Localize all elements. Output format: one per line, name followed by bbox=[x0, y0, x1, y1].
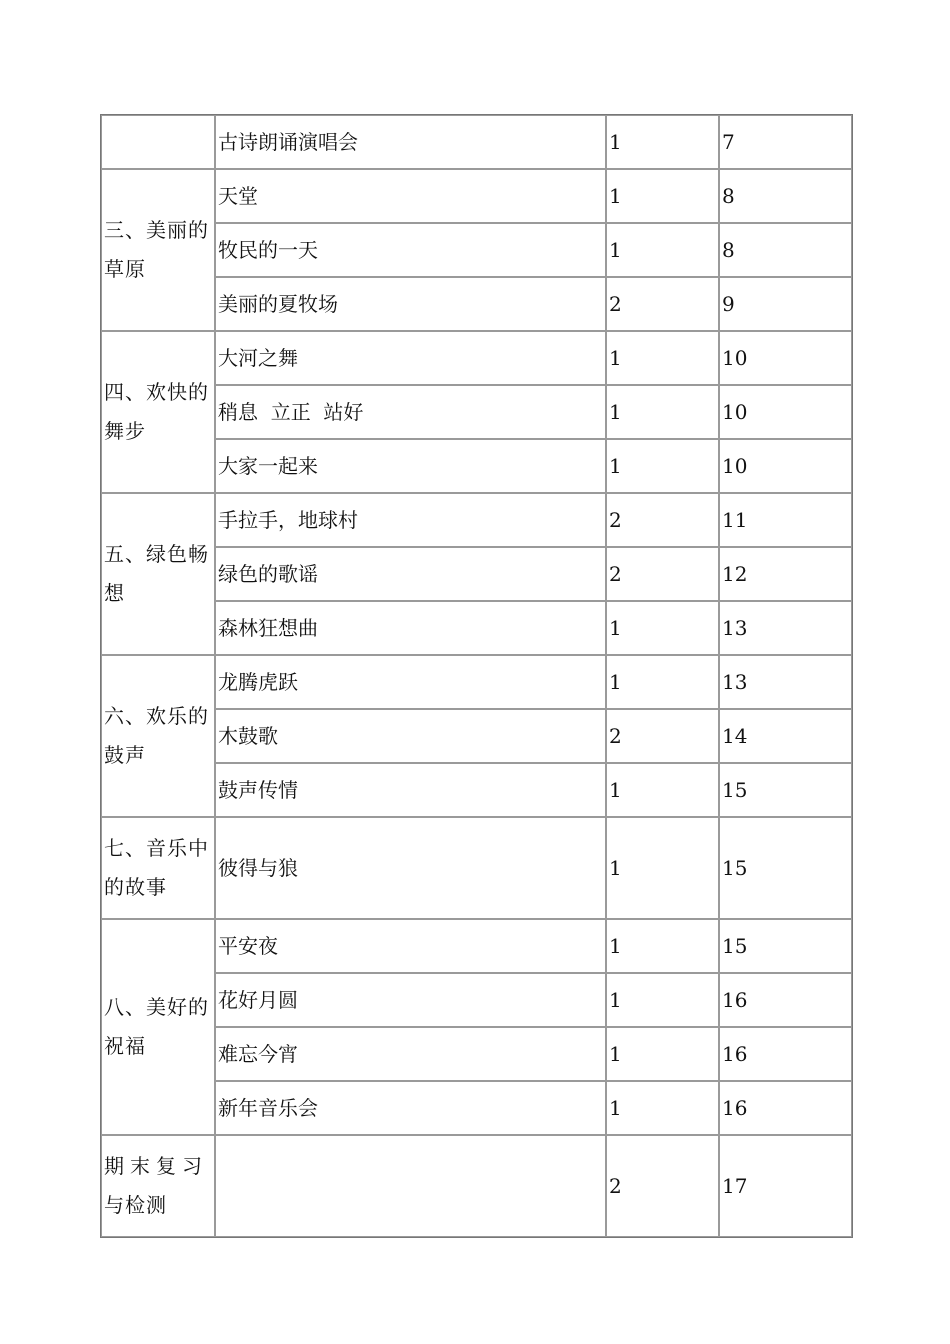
week-cell: 16 bbox=[719, 973, 852, 1027]
table-row bbox=[101, 817, 852, 919]
lesson-cell: 绿色的歌谣 bbox=[215, 547, 606, 601]
week-cell: 15 bbox=[719, 763, 852, 817]
hours-cell: 1 bbox=[606, 655, 719, 709]
unit-cell bbox=[101, 655, 215, 817]
lesson-cell: 鼓声传情 bbox=[215, 763, 606, 817]
hours-cell: 1 bbox=[606, 919, 719, 973]
unit-cell bbox=[101, 493, 215, 655]
week-cell: 13 bbox=[719, 655, 852, 709]
table-row bbox=[101, 493, 852, 547]
schedule-table bbox=[100, 114, 853, 1238]
unit-cell bbox=[101, 1135, 215, 1237]
hours-cell: 2 bbox=[606, 547, 719, 601]
unit-line: 六、欢乐的 bbox=[104, 704, 209, 728]
week-cell: 7 bbox=[719, 115, 852, 169]
hours-cell: 2 bbox=[606, 1135, 719, 1237]
week-cell: 16 bbox=[719, 1081, 852, 1135]
table-row bbox=[101, 169, 852, 223]
week-cell: 12 bbox=[719, 547, 852, 601]
lesson-cell: 大河之舞 bbox=[215, 331, 606, 385]
unit-line: 八、美好的 bbox=[104, 995, 209, 1019]
unit-line: 的故事 bbox=[104, 875, 167, 899]
hours-cell: 1 bbox=[606, 169, 719, 223]
week-cell: 9 bbox=[719, 277, 852, 331]
unit-cell bbox=[101, 115, 215, 169]
hours-cell: 2 bbox=[606, 709, 719, 763]
hours-cell: 1 bbox=[606, 973, 719, 1027]
lesson-cell bbox=[215, 1135, 606, 1237]
lesson-cell: 牧民的一天 bbox=[215, 223, 606, 277]
hours-cell: 1 bbox=[606, 817, 719, 919]
week-cell: 14 bbox=[719, 709, 852, 763]
unit-line: 与检测 bbox=[104, 1193, 167, 1217]
week-cell: 11 bbox=[719, 493, 852, 547]
lesson-cell: 木鼓歌 bbox=[215, 709, 606, 763]
hours-cell: 1 bbox=[606, 223, 719, 277]
week-cell: 15 bbox=[719, 919, 852, 973]
unit-cell bbox=[101, 919, 215, 1135]
unit-line: 鼓声 bbox=[104, 743, 146, 767]
unit-line: 三、美丽的 bbox=[104, 218, 209, 242]
week-cell: 13 bbox=[719, 601, 852, 655]
week-cell: 17 bbox=[719, 1135, 852, 1237]
unit-line: 期末复习 bbox=[104, 1154, 208, 1178]
hours-cell: 1 bbox=[606, 601, 719, 655]
hours-cell: 1 bbox=[606, 763, 719, 817]
hours-cell: 2 bbox=[606, 277, 719, 331]
week-cell: 10 bbox=[719, 439, 852, 493]
week-cell: 8 bbox=[719, 169, 852, 223]
hours-cell: 2 bbox=[606, 493, 719, 547]
week-cell: 16 bbox=[719, 1027, 852, 1081]
lesson-cell: 稍息 立正 站好 bbox=[215, 385, 606, 439]
unit-cell bbox=[101, 331, 215, 493]
unit-line: 七、音乐中 bbox=[104, 836, 209, 860]
hours-cell: 1 bbox=[606, 1081, 719, 1135]
lesson-cell: 大家一起来 bbox=[215, 439, 606, 493]
lesson-cell: 古诗朗诵演唱会 bbox=[215, 115, 606, 169]
table-row bbox=[101, 655, 852, 709]
lesson-cell: 森林狂想曲 bbox=[215, 601, 606, 655]
unit-line: 五、绿色畅 bbox=[104, 542, 209, 566]
unit-line: 四、欢快的 bbox=[104, 380, 209, 404]
unit-cell bbox=[101, 817, 215, 919]
unit-line: 祝福 bbox=[104, 1034, 146, 1058]
lesson-cell: 龙腾虎跃 bbox=[215, 655, 606, 709]
hours-cell: 1 bbox=[606, 331, 719, 385]
unit-line: 想 bbox=[104, 581, 125, 605]
lesson-cell: 手拉手，地球村 bbox=[215, 493, 606, 547]
lesson-cell: 新年音乐会 bbox=[215, 1081, 606, 1135]
lesson-cell: 平安夜 bbox=[215, 919, 606, 973]
lesson-cell: 难忘今宵 bbox=[215, 1027, 606, 1081]
unit-cell bbox=[101, 169, 215, 331]
hours-cell: 1 bbox=[606, 115, 719, 169]
hours-cell: 1 bbox=[606, 385, 719, 439]
hours-cell: 1 bbox=[606, 1027, 719, 1081]
unit-line: 舞步 bbox=[104, 419, 146, 443]
table-row bbox=[101, 1135, 852, 1237]
unit-line: 草原 bbox=[104, 257, 146, 281]
table-row bbox=[101, 331, 852, 385]
lesson-cell: 天堂 bbox=[215, 169, 606, 223]
week-cell: 10 bbox=[719, 385, 852, 439]
lesson-cell: 彼得与狼 bbox=[215, 817, 606, 919]
week-cell: 8 bbox=[719, 223, 852, 277]
table-row bbox=[101, 115, 852, 169]
hours-cell: 1 bbox=[606, 439, 719, 493]
week-cell: 10 bbox=[719, 331, 852, 385]
week-cell: 15 bbox=[719, 817, 852, 919]
table-row bbox=[101, 919, 852, 973]
lesson-cell: 美丽的夏牧场 bbox=[215, 277, 606, 331]
lesson-cell: 花好月圆 bbox=[215, 973, 606, 1027]
